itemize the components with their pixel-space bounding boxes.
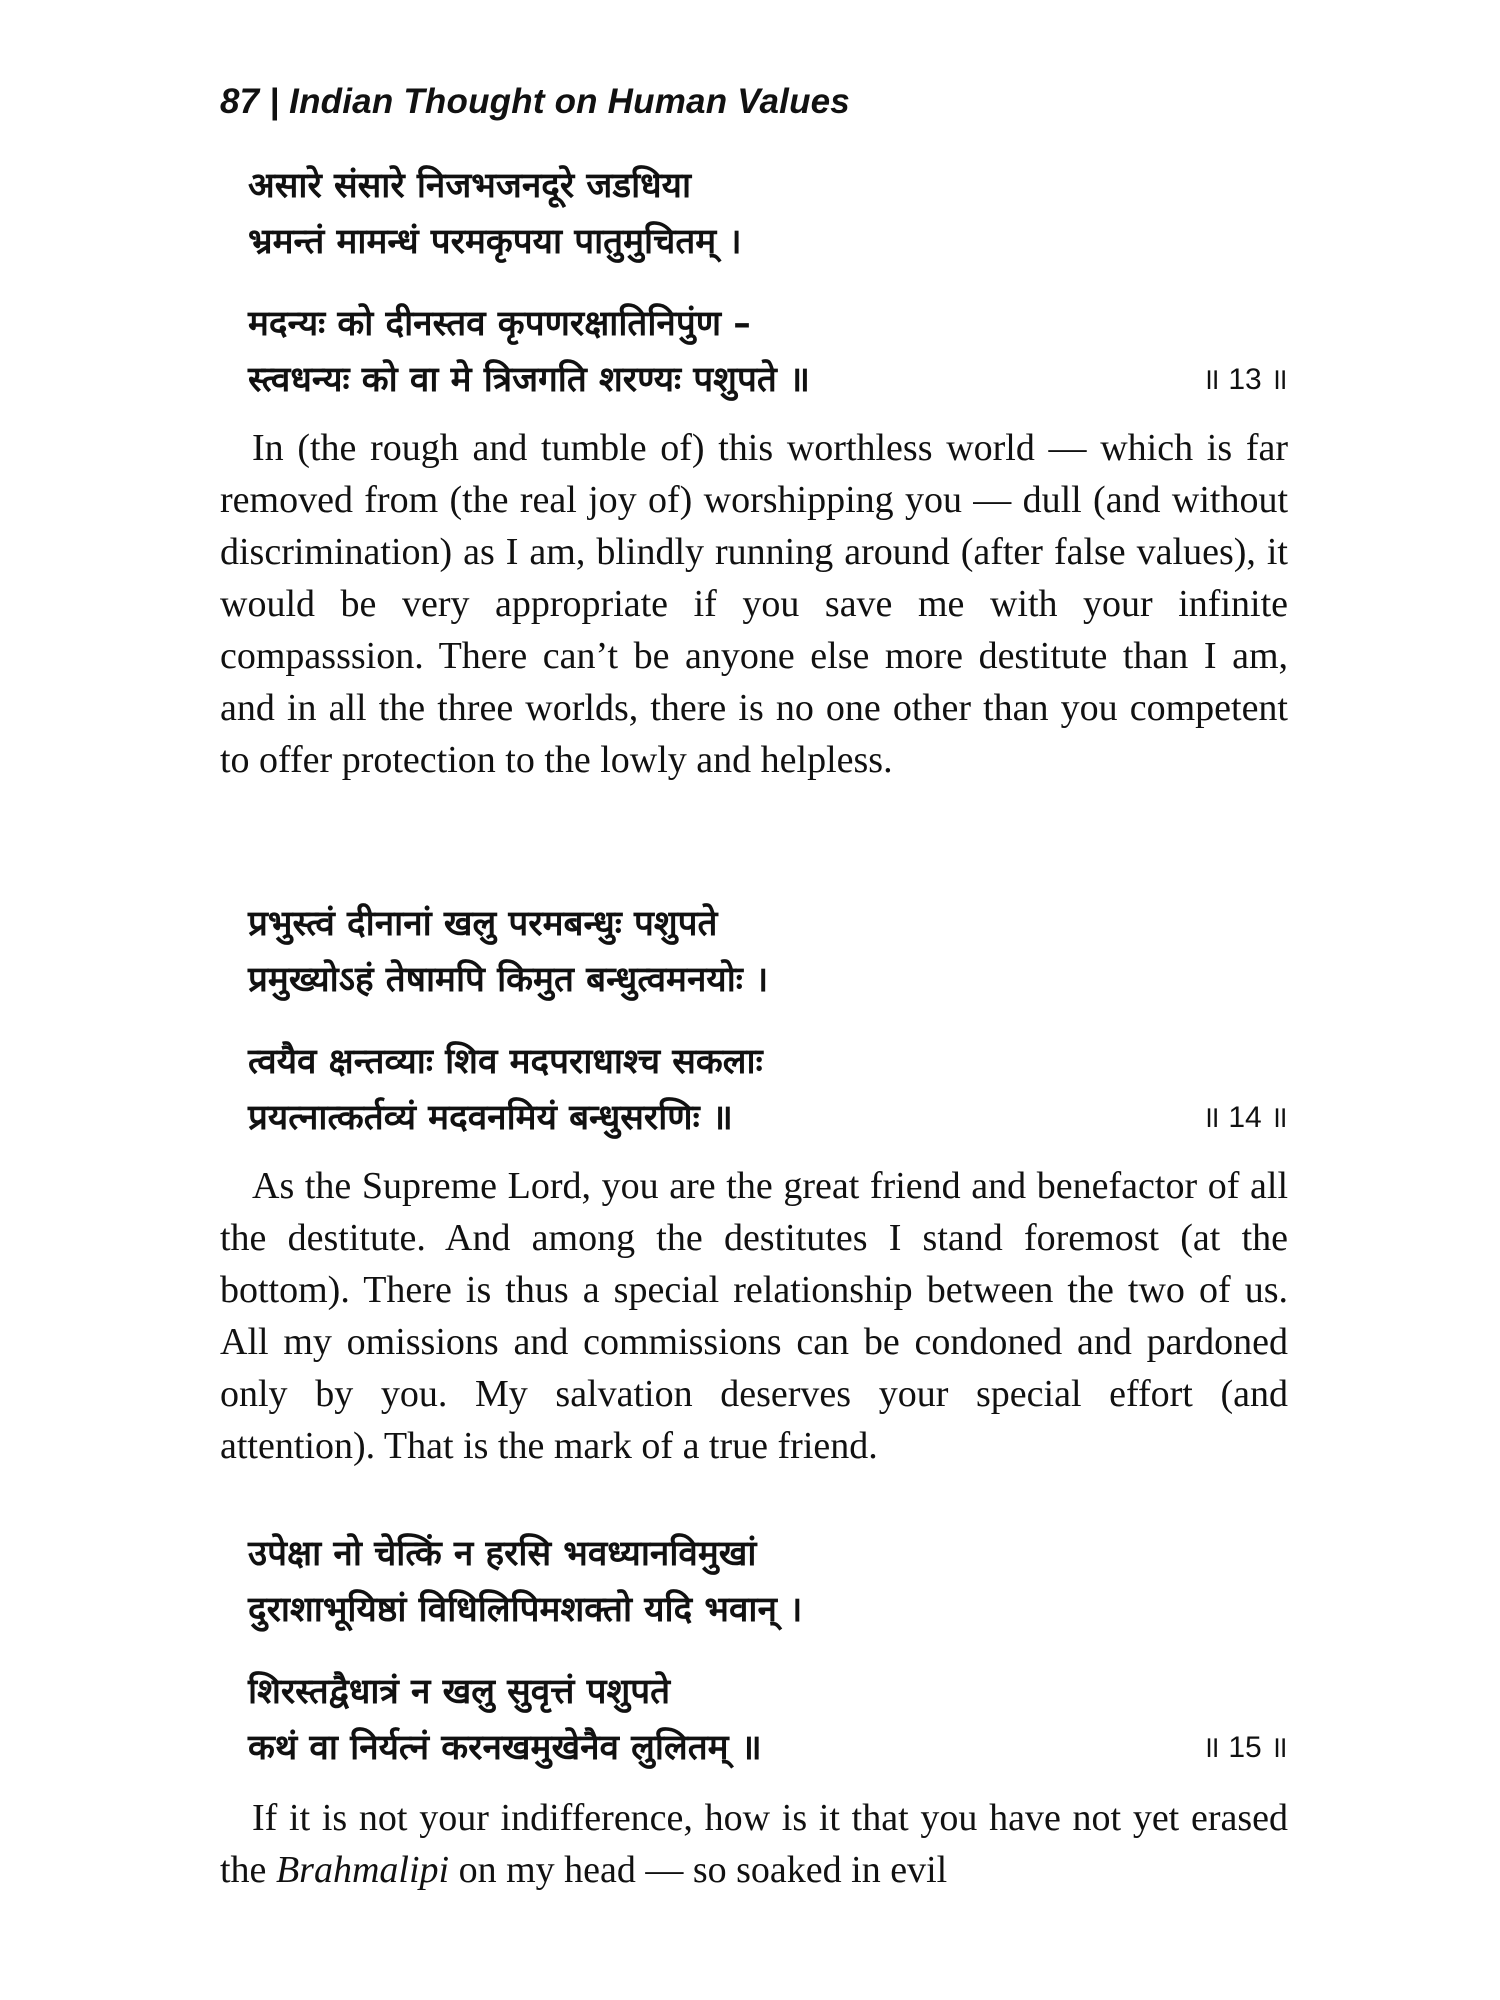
italic-term: Brahmalipi [275,1849,450,1891]
verse-line-last [248,1090,1288,1146]
translation-15 [220,1792,1288,1896]
paragraph: In (the rough and tumble of) this worthless world — which is far removed from (the real joy of) worshipping you — dull (and without discrimination) as I am, blindly running around (after false values), it would be very appropriate if you save me with your infinite compasssion. There can’t be anyone else more destitute than I am, and in all the three worlds, there is no one other than you competent to offer protection to the lowly and helpless. [220,427,1288,781]
verse-line: उपेक्षा नो चेत्किं न हरसि भवध्यानविमुखां [248,1534,757,1574]
paragraph-text: If it is not your indifference, how is it that you have not yet erased the [220,1797,1288,1891]
verse-13 [248,158,1288,408]
paragraph [220,1792,1288,1896]
verse-line-text: प्रयत्नात्कर्तव्यं मदवनमियं बन्धुसरणिः ॥ [248,1098,733,1138]
translation-13 [220,422,1288,786]
verse-line: प्रभुस्त्वं दीनानां खलु परमबन्धुः पशुपते [248,904,718,944]
verse-line: शिरस्तद्वैधात्रं न खलु सुवृत्तं पशुपते [248,1672,671,1712]
verse-number: ॥ 14 ॥ [1202,1101,1288,1134]
verse-line: असारे संसारे निजभजनदूरे जडधिया [248,166,692,206]
verse-14 [248,896,1288,1146]
verse-line-text: स्त्वधन्यः को वा मे त्रिजगति शरण्यः पशुपते ॥ [248,360,810,400]
verse-number: ॥ 15 ॥ [1202,1731,1288,1764]
verse-line-last [248,352,1288,408]
running-head: 87 | Indian Thought on Human Values [220,82,850,121]
paragraph: As the Supreme Lord, you are the great friend and benefactor of all the destitute. And among the destitutes I stand foremost (at the bottom). There is thus a special relationship between the two of us. All my omissions and commissions can be condoned and pardoned only by you. My salvation deserves your special effort (and attention). That is the mark of a true friend. [220,1165,1288,1467]
verse-line-text: कथं वा निर्यत्नं करनखमुखेनैव लुलितम् ॥ [248,1728,762,1768]
translation-14 [220,1160,1288,1472]
verse-line-last [248,1720,1288,1776]
verse-number: ॥ 13 ॥ [1202,363,1288,396]
verse-line: दुराशाभूयिष्ठां विधिलिपिमशक्तो यदि भवान् । [248,1590,803,1630]
verse-line: मदन्यः को दीनस्तव कृपणरक्षातिनिपुंण – [248,304,751,344]
verse-line: त्वयैव क्षन्तव्याः शिव मदपराधाश्च सकलाः [248,1042,763,1082]
verse-line: भ्रमन्तं मामन्धं परमकृपया पातुमुचितम् । [248,222,742,262]
verse-line: प्रमुख्योऽहं तेषामपि किमुत बन्धुत्वमनयोः । [248,960,769,1000]
paragraph-text: on my head — so soaked in evil [449,1849,948,1891]
verse-15 [248,1526,1288,1776]
